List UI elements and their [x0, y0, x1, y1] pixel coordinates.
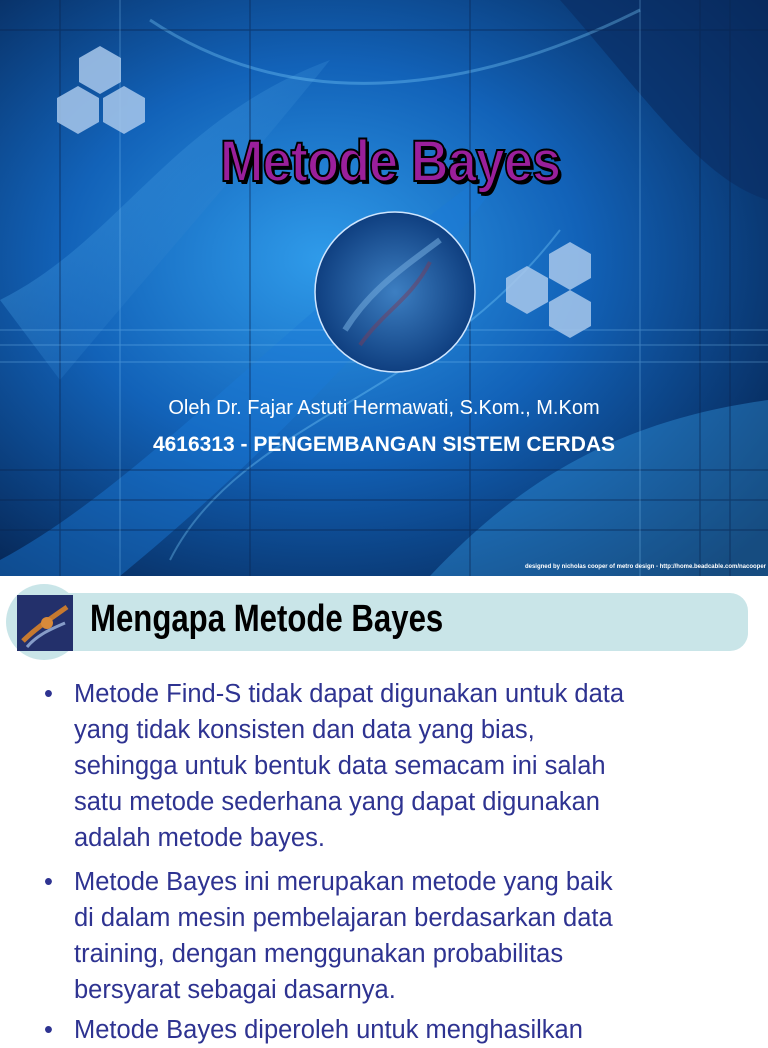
center-orb	[315, 212, 475, 372]
slide-title: Metode Bayes	[219, 129, 561, 194]
bullet-symbol: •	[44, 680, 53, 708]
bullet-line: adalah metode bayes.	[74, 824, 325, 852]
bullet-symbol: •	[44, 868, 53, 896]
design-credit: designed by nicholas cooper of metro design - http://home.beadcable.com/nacooper	[524, 564, 766, 570]
course-line: 4616313 - PENGEMBANGAN SISTEM CERDAS	[152, 433, 616, 456]
header-badge-image	[17, 595, 73, 651]
bullet-item	[44, 676, 734, 856]
content-slide-title: Mengapa Metode Bayes	[90, 598, 444, 640]
bullet-line: training, dengan menggunakan probabilitas	[74, 940, 564, 968]
bullet-line: yang tidak konsisten dan data yang bias,	[74, 716, 535, 744]
bullet-line: sehingga untuk bentuk data semacam ini salah	[74, 752, 606, 780]
bullet-line: Metode Bayes diperoleh untuk menghasilkan	[74, 1016, 583, 1044]
bullet-line: bersyarat sebagai dasarnya.	[74, 976, 396, 1004]
author-line: Oleh Dr. Fajar Astuti Hermawati, S.Kom., M.Kom	[168, 397, 600, 419]
bullet-line: Metode Bayes ini merupakan metode yang baik	[74, 868, 613, 896]
bullet-line: Metode Find-S tidak dapat digunakan untuk data	[74, 680, 625, 708]
bullet-symbol: •	[44, 1016, 53, 1044]
bullet-item	[44, 1012, 734, 1048]
bullet-item	[44, 864, 734, 1008]
bullet-line: di dalam mesin pembelajaran berdasarkan data	[74, 904, 613, 932]
content-slide	[0, 576, 768, 1044]
bullet-line: satu metode sederhana yang dapat digunakan	[74, 788, 600, 816]
